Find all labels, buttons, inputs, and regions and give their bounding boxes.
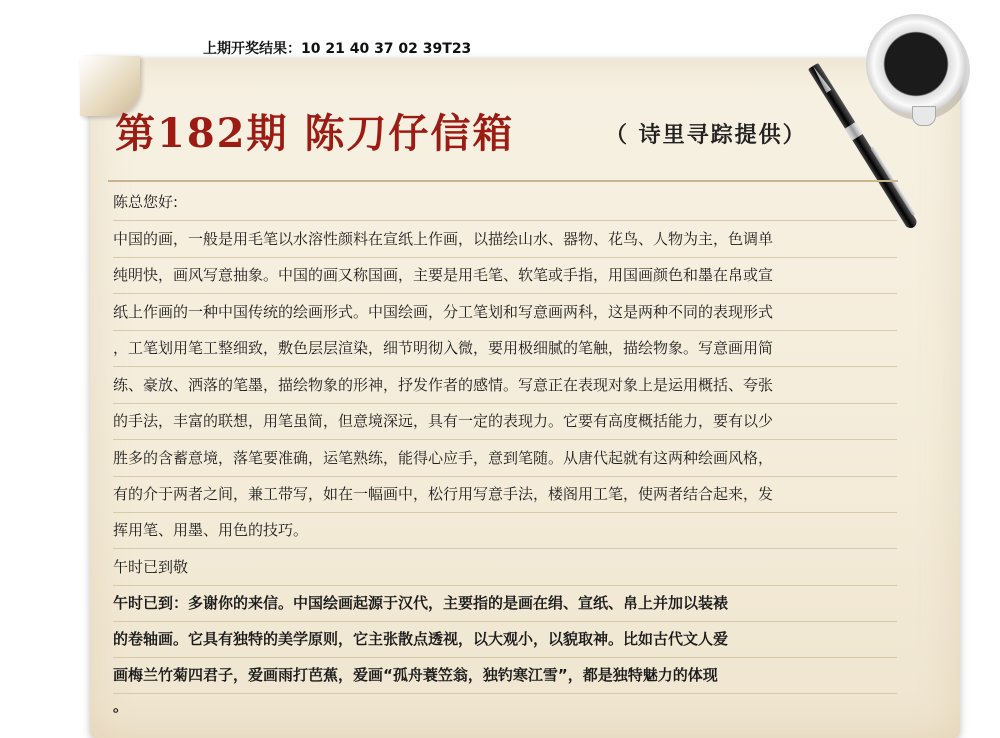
reply-line: 画梅兰竹菊四君子，爱画雨打芭蕉，爱画“孤舟蓑笠翁，独钓寒江雪”，都是独特魅力的体现 xyxy=(113,657,897,694)
coffee-cup-icon xyxy=(866,14,966,114)
letter-line: 中国的画，一般是用毛笔以水溶性颜料在宣纸上作画，以描绘山水、器物、花鸟、人物为主，色调单 xyxy=(113,221,897,258)
reply-line: 的卷轴画。它具有独特的美学原则，它主张散点透视，以大观小，以貌取神。比如古代文人爱 xyxy=(113,621,897,658)
letter-line: 陈总您好: xyxy=(113,184,897,221)
letter-line: ，工笔划用笔工整细致，敷色层层渲染，细节明彻入微，要用极细腻的笔触，描绘物象。写意画用简 xyxy=(113,330,897,367)
letter-line: 的手法，丰富的联想，用笔虽简，但意境深远，具有一定的表现力。它要有高度概括能力，要有以少 xyxy=(113,403,897,440)
title-divider xyxy=(108,180,898,182)
reply-line: 午时已到：多谢你的来信。中国绘画起源于汉代，主要指的是画在绢、宣纸、帛上并加以装裱 xyxy=(113,585,897,622)
letter-line: 纯明快，画风写意抽象。中国的画又称国画，主要是用毛笔、软笔或手指，用国画颜色和墨在帛或宣 xyxy=(113,257,897,294)
letter-line: 午时已到敬 xyxy=(113,549,897,586)
page-subtitle: （ 诗里寻踪提供） xyxy=(605,122,807,148)
previous-draw-result: 上期开奖结果：10 21 40 37 02 39T23 xyxy=(203,41,472,57)
page-title: 第182期 陈刀仔信箱 xyxy=(115,110,515,157)
letter-line: 有的介于两者之间，兼工带写，如在一幅画中，松行用写意手法，楼阁用工笔，使两者结合起来，发 xyxy=(113,476,897,513)
reply-line: 。 xyxy=(113,697,129,715)
letter-line: 纸上作画的一种中国传统的绘画形式。中国绘画，分工笔划和写意画两科，这是两种不同的表现形式 xyxy=(113,294,897,331)
letter-line: 胜多的含蓄意境，落笔要准确，运笔熟练，能得心应手，意到笔随。从唐代起就有这两种绘画风格， xyxy=(113,440,897,477)
letter-line: 练、豪放、洒落的笔墨，描绘物象的形神，抒发作者的感情。写意正在表现对象上是运用概括、夸张 xyxy=(113,367,897,404)
coffee-cup-handle xyxy=(912,106,936,126)
letter-line: 挥用笔、用墨、用色的技巧。 xyxy=(113,512,897,549)
